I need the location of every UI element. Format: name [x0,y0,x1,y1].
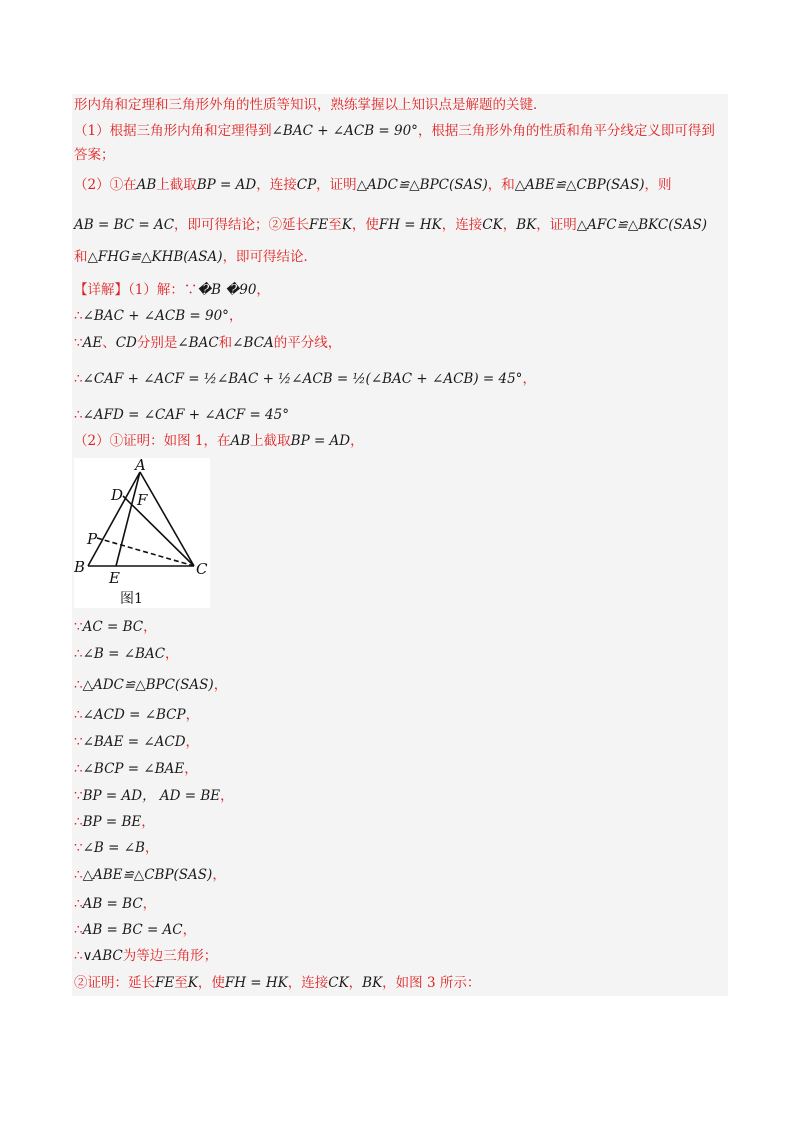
text: ， [213,677,228,693]
text: ，则 [644,177,672,193]
text: （1）根据三角形内角和定理得到 [74,123,272,139]
proof-line [74,676,227,694]
text: 和 [74,249,88,265]
logic-sign: ∴ [74,896,83,912]
solution-line-2 [74,307,242,325]
figure-1 [74,458,210,608]
math: △ABE≌△CBP(SAS) [82,867,213,883]
math: AB = BC = AC [74,217,175,233]
text: ，使 [351,217,379,233]
solution-line-3 [74,334,341,352]
math: △AFC≌△BKC(SAS) [576,217,707,233]
math: AE [82,335,103,351]
math: ∠BAC + ∠ACB = 90° [82,308,229,324]
text: ， [142,896,157,912]
math: ∠BCP = ∠BAE [82,761,185,777]
math: FH = HK [224,975,288,991]
logic-sign: ∵ [74,619,83,635]
math: △FHG≌△KHB(ASA) [87,249,223,265]
text: 和 [218,335,233,351]
math: AB [136,177,157,193]
proof-line [74,813,155,831]
logic-sign: ∴ [74,646,83,662]
therefore-sign: ∴ [74,407,83,423]
intro-line-5 [74,216,707,234]
proof-line [74,947,217,965]
math: CP [296,177,317,193]
point-label-a: A [135,458,146,474]
text: ， [143,619,157,635]
math: AC = BC [82,619,144,635]
point-label-f: F [137,491,148,509]
proof-part-2-line [74,974,480,992]
math: CK [482,217,503,233]
logic-sign: ∴ [74,867,83,883]
logic-sign: ∴ [74,707,83,723]
math: AB = BC = AC [82,922,183,938]
detail-tag: 【详解】 [74,282,128,298]
proof-line [74,921,196,939]
math: BK [516,217,537,233]
text: ，连接 [441,217,483,233]
point-label-d: D [111,486,124,504]
text: ， [184,761,198,777]
point-label-e: E [109,569,120,587]
math: BP = AD， AD = BE [82,788,221,804]
therefore-sign: ∴ [74,308,83,324]
text: ， [220,788,234,804]
proof-line [74,733,199,751]
math: BK [362,975,383,991]
math: AB = BC [82,896,143,912]
solution-line-1 [74,281,270,299]
text: 至 [328,217,342,233]
logic-sign: ∴ [74,761,83,777]
math: ∠BCA [232,335,274,351]
math: △ABE≌△CBP(SAS) [514,177,645,193]
point-label-p: P [87,530,98,548]
math: ∠CAF + ∠ACF = ½∠BAC + ½∠ACB = ½(∠BAC + ∠ACB) = 45° [82,371,523,387]
text: 、 [102,335,116,351]
text: ， [350,433,364,449]
solution-line-4 [74,370,536,388]
intro-line-6 [74,248,317,266]
therefore-sign: ∴ [74,371,83,387]
figure-caption: 图1 [120,591,143,607]
text: 上截取 [156,177,197,193]
text: ，证明 [316,177,357,193]
proof-line [74,839,158,857]
math: AB [230,433,251,449]
intro-text: 形内角和定理和三角形外角的性质等知识，熟练掌握以上知识点是解题的关键． [74,97,547,113]
text: 至 [174,975,188,991]
text: ②证明：延长 [74,975,155,991]
logic-sign: ∵ [74,840,83,856]
math: ∠BAC + ∠ACB = 90° [271,123,418,139]
math: CK [328,975,349,991]
math: ∠BAC [177,335,219,351]
text: 的平分线， [273,335,342,351]
math: CD [115,335,137,351]
text: ， [144,840,159,856]
math: ∨ABC [82,948,123,964]
text: ， [141,814,155,830]
text: （1）解：∵ [128,282,198,298]
intro-line-3 [74,146,115,164]
text: ，即可得结论． [222,249,318,265]
logic-sign: ∴ [74,677,83,693]
text: （2）①证明：如图 1，在 [74,433,231,449]
math: △ADC≌△BPC(SAS) [356,177,488,193]
text: ， [348,975,363,991]
proof-line [74,618,157,636]
logic-sign: ∵ [74,788,83,804]
proof-line [74,895,156,913]
proof-line [74,706,199,724]
math: ∠B = ∠BAC [82,646,166,662]
solution-line-5 [74,406,289,424]
math: ∠AFD = ∠CAF + ∠ACF = 45° [82,407,289,423]
logic-sign: ∴ [74,814,83,830]
text: （2）①在 [74,177,137,193]
intro-line-4 [74,176,671,194]
segment-dc [123,496,194,566]
text: ， [185,707,200,723]
math: BP = AD [290,433,351,449]
text: ，使 [197,975,225,991]
math: K [341,217,352,233]
proof-line [74,866,226,884]
math: K [187,975,198,991]
text: ， [502,217,517,233]
math: FH = HK [378,217,442,233]
proof-line [74,645,179,663]
logic-sign: ∵ [74,734,83,750]
triangle-diagram [74,458,210,608]
math: ∠BAE = ∠ACD [82,734,186,750]
because-sign: ∵ [74,335,83,351]
math: ∠ACD = ∠BCP [82,707,186,723]
logic-sign: ∴ [74,948,83,964]
logic-sign: ∴ [74,922,83,938]
text: ，即可得结论；②延长 [174,217,310,233]
text: ， [228,308,243,324]
text: ，如图 3 所示： [382,975,481,991]
text: 为等边三角形； [122,948,218,964]
text: ， [182,922,197,938]
intro-line-2 [74,122,715,140]
text: ， [212,867,226,883]
point-label-c: C [196,560,208,578]
text: ， [256,282,270,298]
math: △ADC≌△BPC(SAS) [82,677,214,693]
math: �B �90 [197,282,257,298]
text: ，连接 [287,975,329,991]
text: ，根据三角形外角的性质和角平分线定义即可得到 [417,123,715,139]
text: 上截取 [250,433,291,449]
text: ， [522,371,536,387]
text: ， [165,646,179,662]
side-ac [140,472,194,566]
text: ，连接 [256,177,297,193]
text: ，证明 [536,217,577,233]
math: BP = BE [82,814,142,830]
math: ∠B = ∠B [82,840,145,856]
intro-line-1 [74,96,547,114]
text: 答案； [74,147,115,163]
proof-line [74,787,234,805]
proof-line [74,760,198,778]
solution-line-6 [74,432,364,450]
math: FE [155,975,175,991]
math: FE [309,217,329,233]
text: 分别是 [136,335,178,351]
text: ， [185,734,200,750]
text: ，和 [487,177,515,193]
math: BP = AD [196,177,257,193]
point-label-b: B [74,558,86,576]
